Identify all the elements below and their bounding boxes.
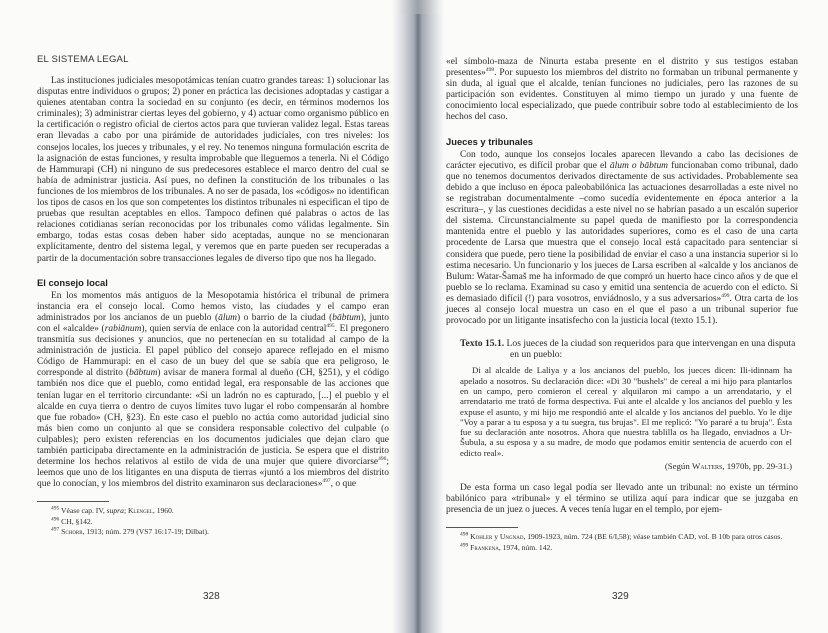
- text-run: , 1960.: [152, 506, 174, 516]
- book-gutter-top: [395, 0, 441, 14]
- text-run: ) avisar de manera formal al dueño (CH, §251), y el código también nos dice que el pueblo, como entidad legal, era responsable de las acciones que tenían lugar en el territorio circundante: «Si un ladrón no es capturado, [...] el pueblo y el alcalde en cuya tierra o dentro de cuyos límites tuvo lugar el robo compensarán al hombre que fue robado» (CH, §23). En este caso el pueblo no actúa como autoridad judicial sino más bien como un conjunto al que se considera responsable colectivo del culpable (o culpables); pero existen referencias en los documentos judiciales que dejan claro que también participaba directamente en la administración de justicia. Se espera que el distrito determine los hechos relativos al estilo de vida de una mujer que quiere divorciarse: [37, 368, 389, 468]
- text-run: , 1974, núm. 142.: [498, 542, 553, 552]
- text-run: (Según: [664, 461, 692, 472]
- italic-term: ālum: [218, 312, 237, 323]
- footnote-ref: 496: [51, 516, 60, 523]
- footnote-divider: [446, 527, 518, 528]
- italic-term: bābtum: [129, 368, 158, 379]
- text-run: ) o barrio de la ciudad (: [236, 312, 333, 323]
- body-paragraph: [446, 150, 798, 328]
- footnote-ref: 497: [51, 526, 60, 533]
- text-box-label: Texto 15.1.: [460, 338, 505, 350]
- body-paragraph: [446, 483, 798, 516]
- footnote: [446, 532, 798, 542]
- footnote-divider: [37, 501, 109, 502]
- italic-term: rabiānum: [104, 323, 142, 334]
- footnote-ref: 498: [460, 531, 469, 538]
- footnote-ref: 495: [51, 505, 60, 512]
- author-name: Walters: [691, 461, 723, 472]
- text-run: funcionaban como tribunal, dado que no tenemos documentos derivados directamente de sus actividades. Probablemente sea debido a que incluso en época paleobabilónica las actuaciones desarrolladas a este nivel no se registraban documentalmente –como sucedía evidentemente en época anterior a la escritura–, y las cuestiones decididas a este nivel no se habrían pasado a un escalón superior del sistema. Circunstancialmente su papel queda de manifiesto por la correspondencia mantenida entre el pueblo y las autoridades superiores, como es el caso de una carta procedente de Larsa que muestra que el consejo local está capacitado para sentenciar si considera que puede, pero tiene la posibilidad de enviar el caso a una instancia superior si lo estima necesario. Un funcionario y los jueces de Larsa escriben al «alcalde y los ancianos de Bulum: Watar-Šamaš me ha informado de que compró un huerto hace cinco años y de que el pueblo se lo reclama. Examinad su caso y emitid una sentencia de acuerdo con el edicto. Si es demasiado difícil (!) para vosotros, enviádnoslo, y a sus adversarios»: [446, 160, 799, 304]
- text-run: , 1970b, pp. 29-31.): [722, 461, 792, 472]
- text-run: Las instituciones judiciales mesopotámicas tenían cuatro grandes tareas: 1) solucionar las disputas entre individuos o grupos; 2) poner en práctica las decisiones adoptadas y castigar a quienes atentaban contra la sociedad en su conjunto (es decir, en términos modernos los criminales); 3) administrar ciertas leyes del gobierno, y 4) actuar como organismo público en la certificación o registro oficial de ciertos actos para que tuvieran validez legal. Estas tareas eran llevadas a cabo por una pirámide de autoridades judiciales, con tres niveles: los consejos locales, los jueces y tribunales, y el rey. No tenemos ninguna formulación escrita de la asignación de estas funciones, y resulta improbable que lleguemos a tenerla. Ni el Código de Hammurapi (CH) ni ninguno de sus predecesores establece el marco dentro del cual se había de administrar justicia. Así pues, no definen la constitución de los tribunales o las funciones de los miembros de los tribunales. A no ser de pasada, los «códigos» no identifican los tipos de casos en los que son competentes los distintos tribunales ni especifican el tipo de pruebas que resultan aceptables en ellos. Tampoco definen qué palabras o actos de las relaciones cotidianas serían reconocidas por los tribunales como válidas legalmente. Sin embargo, todas estas cosas deben haber sido aceptadas, aunque no se mencionaran explícitamente, dentro del sistema legal, y veremos que en parte pueden ser recuperadas a partir de la documentación sobre transacciones legales de diverso tipo que nos ha llegado.: [37, 76, 390, 264]
- running-head: EL SISTEMA LEGAL: [37, 54, 129, 65]
- italic-term: ālum o bābtum: [609, 160, 668, 171]
- book-gutter-shadow: [392, 0, 444, 633]
- text-run: . Otra carta de los jueces al consejo local muestra un caso en el que el paso a un tribunal superior fue provocado por un litigante insatisfecho con la justicia local (texto 15.1).: [446, 293, 798, 327]
- text-run: Con todo, aunque los consejos locales aparecen llevando a cabo las decisiones de carácter ejecutivo, es difícil probar que el: [446, 149, 798, 171]
- right-page: [446, 57, 798, 553]
- section-heading: El consejo local: [37, 276, 108, 288]
- author-name: Ungnad: [499, 532, 524, 542]
- author-name: Frankena: [470, 542, 499, 552]
- italic-term: supra: [106, 506, 124, 516]
- text-box-quote: Di al alcalde de Laliya y a los ancianos del pueblo, los jueces dicen: Ili-idinnam ha apelado a nosotros. Su declaración dice: «Di 30 "bushels" de cereal a mi hijo para plantarlos en un campo, pero comieron el cereal y alquilaron mi campo a un arrendatario, y el arrendatario me trató de forma despectiva. Fui ante el alcalde y los ancianos del pueblo y les expuse el asunto, y mi hijo me respondió ante el alcalde y los ancianos del pueblo. Yo le dije "Voy a parar a tu esposa y a tu suegra, tus brujas". El me replicó: "Yo pararé a tu bruja". Ésta fue su declaración ante nosotros. Ahora que nuestra tablilla os ha llegado, enviadnos a Ur-Šubula, a su esposa y a su madre, de modo que podamos emitir sentencia de acuerdo con el edicto real».: [460, 365, 792, 458]
- author-name: Schorr: [61, 527, 83, 537]
- footnote-ref: 496: [378, 455, 387, 462]
- text-run: ), quien servía de enlace con la autoridad central: [141, 323, 327, 334]
- footnote-ref: 499: [721, 292, 730, 299]
- text-run: y: [492, 532, 500, 542]
- text-run: , 1913; núm. 279 (VS7 16:17-19; Dilbat).: [82, 527, 209, 537]
- author-name: Kohler: [470, 532, 493, 542]
- text-run: Véase cap. IV,: [59, 506, 107, 516]
- body-paragraph: [37, 76, 389, 265]
- text-box-caption: Los jueces de la ciudad son requeridos para que intervengan en una disputa en un pueblo:: [504, 338, 796, 361]
- footnote: [37, 517, 389, 527]
- text-run: «el símbolo-maza de Ninurta estaba presente en el distrito y sus testigos estaban presentes»: [446, 57, 798, 79]
- text-run: De esta forma un caso legal podía ser llevado ante un tribunal: no existe un término babilónico para «tribunal» y el término se utiliza aquí para indicar que se juzgaba en presencia de un juez o jueces. A veces tenía lugar en el templo, por ejem-: [446, 483, 798, 516]
- text-run: ), junto con el «alcalde» (: [37, 312, 389, 334]
- text-box-source: [460, 461, 792, 472]
- text-run: , o que: [330, 479, 357, 490]
- text-run: . El pregonero transmitía sus decisiones y anuncios, que no pertenecían en su totalidad al campo de la administración de justicia. El papel público del consejo aparece reflejado en el mismo Código de Hammurapi: en el caso de un buey del que se sabía que era peligroso, le corresponde al distrito (: [37, 323, 389, 379]
- footnote: [446, 543, 798, 553]
- text-run: En los momentos más antiguos de la Mesopotamia histórica el tribunal de primera instancia era el consejo local. Como hemos visto, las ciudades y el campo eran administrados por los ancianos de un pueblo (: [37, 290, 389, 323]
- footnote-ref: 497: [322, 478, 331, 485]
- italic-term: bābtum: [332, 312, 361, 323]
- text-run: ;: [123, 506, 128, 516]
- text-run: ; leemos que uno de los litigantes en una disputa de tierras «juntó a los miembros del distrito que lo conocían, y los miembros del distrito examinaron sus declaraciones»: [37, 457, 389, 490]
- left-page: [37, 54, 389, 538]
- text-run: . Por supuesto los miembros del distrito no formaban un tribunal permanente y sin duda, al igual que el alcalde, tenían funciones no judiciales, pero las razones de su participación son evidentes. Constituyen al mimo tiempo un jurado y una fuente de conocimiento local especializado, que puede contribuir sobre todo al establecimiento de los hechos del caso.: [446, 68, 798, 123]
- text-box-title: [460, 338, 798, 360]
- footnote-ref: 498: [485, 66, 495, 73]
- page-number: 328: [203, 591, 220, 602]
- footnote: [37, 527, 389, 537]
- footnote: [37, 506, 389, 516]
- body-paragraph: [37, 291, 389, 491]
- footnote-ref: 495: [326, 322, 335, 329]
- footnote-ref: 499: [460, 542, 469, 549]
- body-paragraph: [446, 57, 798, 124]
- text-box: [460, 338, 798, 472]
- page-number: 329: [612, 591, 629, 602]
- section-heading: Jueces y tribunales: [446, 135, 534, 147]
- author-name: Klengel: [127, 506, 153, 516]
- text-run: , 1909-1923, núm. 724 (BE 6/I,58); véase también CAD, vol. B 10b para otros casos.: [523, 532, 783, 542]
- text-run: CH, §142.: [59, 516, 93, 526]
